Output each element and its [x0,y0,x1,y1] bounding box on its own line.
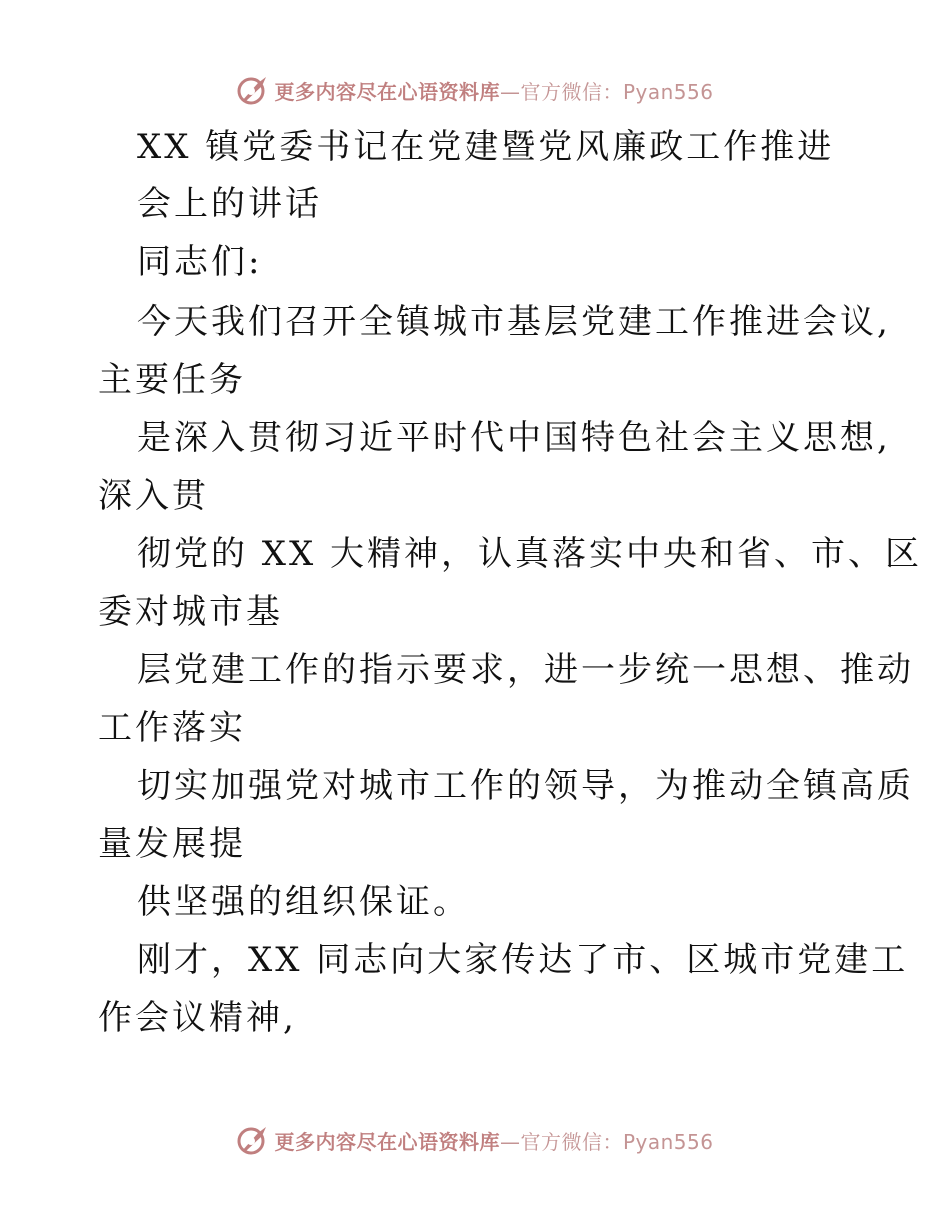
watermark-suffix: 官方微信：Pyan556 [520,1129,714,1154]
header-watermark [0,70,950,110]
watermark-brand: 更多内容尽在心语资料库 [274,1129,500,1154]
watermark-brand: 更多内容尽在心语资料库 [274,79,500,104]
paragraph-line: 量发展提 [98,824,246,864]
title-line-2: 会上的讲话 [137,184,322,224]
paragraph-line: 层党建工作的指示要求，进一步统一思想、推动 [137,650,914,690]
watermark-separator: — [499,1129,521,1154]
quill-circle-icon [236,1123,270,1157]
title-line-1: XX 镇党委书记在党建暨党风廉政工作推进 [137,127,835,167]
paragraph-line: 作会议精神, [98,998,297,1038]
paragraph-line: 供坚强的组织保证。 [137,882,470,922]
paragraph-line: 是深入贯彻习近平时代中国特色社会主义思想, [137,418,891,458]
paragraph-line: 今天我们召开全镇城市基层党建工作推进会议, [137,302,891,342]
paragraph-line: 主要任务 [98,360,246,400]
footer-watermark [0,1120,950,1160]
paragraph-line: 工作落实 [98,708,246,748]
paragraph-line: 深入贯 [98,476,209,516]
paragraph-line: 刚才，XX 同志向大家传达了市、区城市党建工 [137,940,909,980]
quill-circle-icon [236,73,270,107]
paragraph-line: 切实加强党对城市工作的领导，为推动全镇高质 [137,766,914,806]
watermark-separator: — [499,79,521,104]
paragraph-line: 委对城市基 [98,592,283,632]
salutation: 同志们: [137,242,263,282]
watermark-suffix: 官方微信：Pyan556 [520,79,714,104]
paragraph-line: 彻党的 XX 大精神，认真落实中央和省、市、区 [137,534,923,574]
